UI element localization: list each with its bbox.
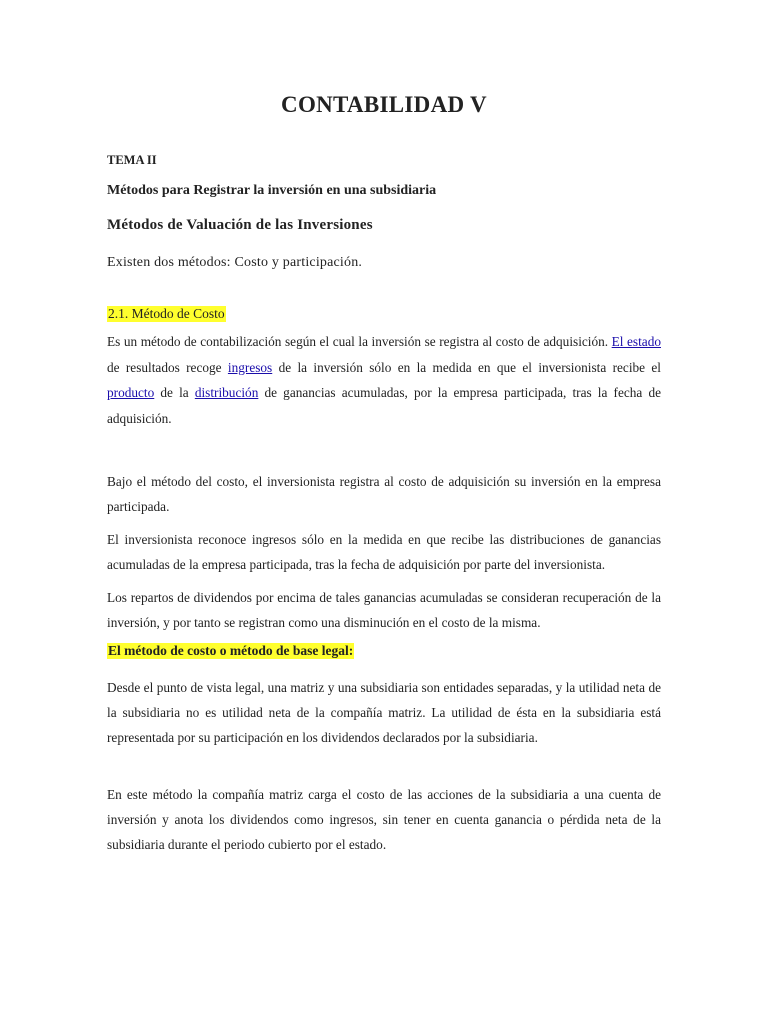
paragraph-text: de ganancias acumuladas, por la empresa participada, tras la fecha de adquisición. [107, 385, 661, 426]
paragraph-repartos-dividendos: Los repartos de dividendos por encima de tales ganancias acumuladas se consideran recuperación de la inversión, y por tanto se registran como una disminución en el costo de la misma. [107, 590, 661, 630]
paragraph-punto-vista-legal: Desde el punto de vista legal, una matriz y una subsidiaria son entidades separadas, y la utilidad neta de la subsidiaria no es utilidad neta de la compañía matriz. La utilidad de ésta en la subsidiaria está representada por su participación en los dividendos declarados por la subsidiaria. [107, 680, 661, 745]
subtitle-registrar-inversion: Métodos para Registrar la inversión en una subsidiaria [107, 183, 437, 198]
link-ingresos[interactable]: ingresos [227, 359, 273, 375]
paragraph-text: de la inversión sólo en la medida en que el inversionista recibe el [272, 359, 662, 375]
heading-base-legal: El método de costo o método de base legal: [108, 643, 354, 658]
document-title: CONTABILIDAD V [281, 92, 487, 117]
paragraph-text: de resultados recoge [107, 359, 228, 375]
paragraph-text: Es un método de contabilización según el cual la inversión se registra al costo de adquisición. [107, 334, 612, 349]
paragraph-definition [107, 329, 661, 431]
paragraph-compania-matriz: En este método la compañía matriz carga el costo de las acciones de la subsidiaria a una cuenta de inversión y anota los dividendos como ingresos, sin tener en cuenta ganancia o pérdida neta de la subsidiaria durante el periodo cubierto por el estado. [107, 787, 661, 852]
link-distribucion[interactable]: distribución [194, 385, 259, 400]
paragraph-text: de la [154, 385, 195, 400]
tema-label: TEMA II [107, 153, 157, 167]
subtitle-metodos-valuacion: Métodos de Valuación de las Inversiones [107, 217, 373, 233]
link-el-estado[interactable]: El estado [611, 334, 661, 349]
intro-sentence: Existen dos métodos: Costo y participación. [107, 255, 363, 270]
paragraph-reconoce-ingresos: El inversionista reconoce ingresos sólo en la medida en que recibe las distribuciones de ganancias acumuladas de la empresa participada, tras la fecha de adquisición por parte del inversionista. [107, 532, 661, 572]
paragraph-bajo-metodo-costo: Bajo el método del costo, el inversionista registra al costo de adquisición su inversión en la empresa participada. [107, 474, 661, 514]
section-heading-metodo-costo: 2.1. Método de Costo [108, 306, 225, 321]
link-producto[interactable]: producto [107, 385, 155, 400]
